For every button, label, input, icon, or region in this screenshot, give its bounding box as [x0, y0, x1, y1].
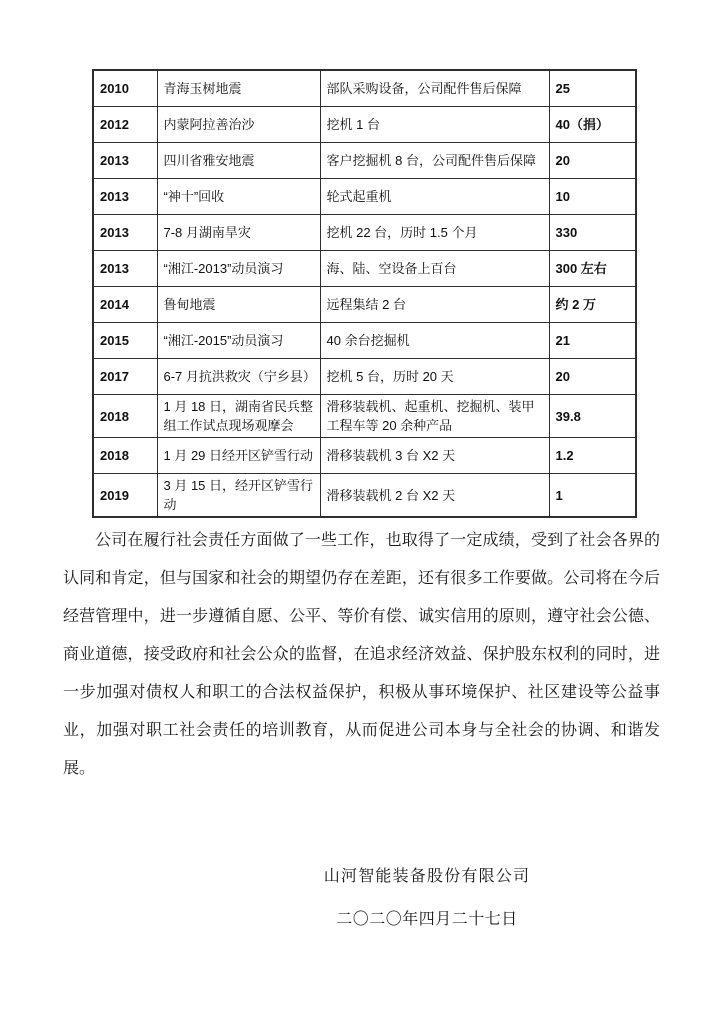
table-cell-amount: 25 [549, 70, 636, 107]
table-cell-contribution: 挖机 1 台 [320, 107, 549, 143]
table-cell-contribution: 滑移装载机 3 台 X2 天 [320, 438, 549, 474]
table-cell-event: 内蒙阿拉善治沙 [157, 107, 320, 143]
table-cell-year: 2019 [93, 474, 157, 518]
table-cell-year: 2018 [93, 395, 157, 438]
table-row [93, 143, 636, 179]
table-cell-contribution: 部队采购设备，公司配件售后保障 [320, 70, 549, 107]
signature-date: 二〇二〇年四月二十七日 [336, 911, 518, 928]
table-cell-contribution: 挖机 5 台，历时 20 天 [320, 359, 549, 395]
company-name: 山河智能装备股份有限公司 [323, 868, 531, 885]
table-cell-event: “湘江-2015”动员演习 [157, 323, 320, 359]
table-cell-event: “湘江-2013”动员演习 [157, 251, 320, 287]
table-cell-year: 2018 [93, 438, 157, 474]
table-cell-contribution: 远程集结 2 台 [320, 287, 549, 323]
signature-block [130, 866, 724, 931]
table-row [93, 107, 636, 143]
table-row [93, 438, 636, 474]
table-cell-event: 7-8 月湖南旱灾 [157, 215, 320, 251]
table-cell-contribution: 客户挖掘机 8 台，公司配件售后保障 [320, 143, 549, 179]
table-cell-event: 1 月 18 日，湖南省民兵整组工作试点现场观摩会 [157, 395, 320, 438]
donations-table-body [93, 70, 636, 517]
table-cell-year: 2010 [93, 70, 157, 107]
table-cell-event: “神十”回收 [157, 179, 320, 215]
table-cell-year: 2014 [93, 287, 157, 323]
table-row [93, 323, 636, 359]
table-cell-year: 2013 [93, 143, 157, 179]
table-cell-event: 四川省雅安地震 [157, 143, 320, 179]
table-row [93, 395, 636, 438]
table-row [93, 70, 636, 107]
table-cell-year: 2013 [93, 179, 157, 215]
table-cell-amount: 10 [549, 179, 636, 215]
table-cell-amount: 1.2 [549, 438, 636, 474]
table-cell-event: 6-7 月抗洪救灾（宁乡县） [157, 359, 320, 395]
table-row [93, 251, 636, 287]
table-cell-event: 3 月 15 日，经开区铲雪行动 [157, 474, 320, 518]
donations-table [92, 69, 637, 518]
table-cell-contribution: 40 余台挖掘机 [320, 323, 549, 359]
table-row [93, 215, 636, 251]
table-cell-amount: 300 左右 [549, 251, 636, 287]
table-cell-year: 2012 [93, 107, 157, 143]
table-cell-amount: 20 [549, 143, 636, 179]
table-cell-year: 2013 [93, 215, 157, 251]
table-cell-amount: 330 [549, 215, 636, 251]
table-cell-contribution: 滑移装载机、起重机、挖掘机、装甲工程车等 20 余种产品 [320, 395, 549, 438]
table-row [93, 474, 636, 518]
table-cell-event: 青海玉树地震 [157, 70, 320, 107]
table-row [93, 359, 636, 395]
table-row [93, 179, 636, 215]
table-cell-amount: 21 [549, 323, 636, 359]
table-row [93, 287, 636, 323]
table-cell-event: 1 月 29 日经开区铲雪行动 [157, 438, 320, 474]
table-cell-amount: 40（捐） [549, 107, 636, 143]
table-cell-year: 2017 [93, 359, 157, 395]
table-cell-event: 鲁甸地震 [157, 287, 320, 323]
table-cell-amount: 20 [549, 359, 636, 395]
table-cell-contribution: 挖机 22 台，历时 1.5 个月 [320, 215, 549, 251]
table-cell-amount: 39.8 [549, 395, 636, 438]
table-cell-contribution: 滑移装载机 2 台 X2 天 [320, 474, 549, 518]
table-cell-year: 2013 [93, 251, 157, 287]
table-cell-contribution: 海、陆、空设备上百台 [320, 251, 549, 287]
table-cell-contribution: 轮式起重机 [320, 179, 549, 215]
closing-paragraph: 公司在履行社会责任方面做了一些工作，也取得了一定成绩，受到了社会各界的认同和肯定，但与国家和社会的期望仍存在差距，还有很多工作要做。公司将在今后经营管理中，进一步遵循自愿、公平、等价有偿、诚实信用的原则，遵守社会公德、商业道德，接受政府和社会公众的监督，在追求经济效益、保护股东权利的同时，进一步加强对债权人和职工的合法权益保护，积极从事环境保护、社区建设等公益事业，加强对职工社会责任的培训教育，从而促进公司本身与全社会的协调、和谐发展。 [63, 532, 660, 777]
table-cell-amount: 1 [549, 474, 636, 518]
table-cell-amount: 约 2 万 [549, 287, 636, 323]
table-cell-year: 2015 [93, 323, 157, 359]
